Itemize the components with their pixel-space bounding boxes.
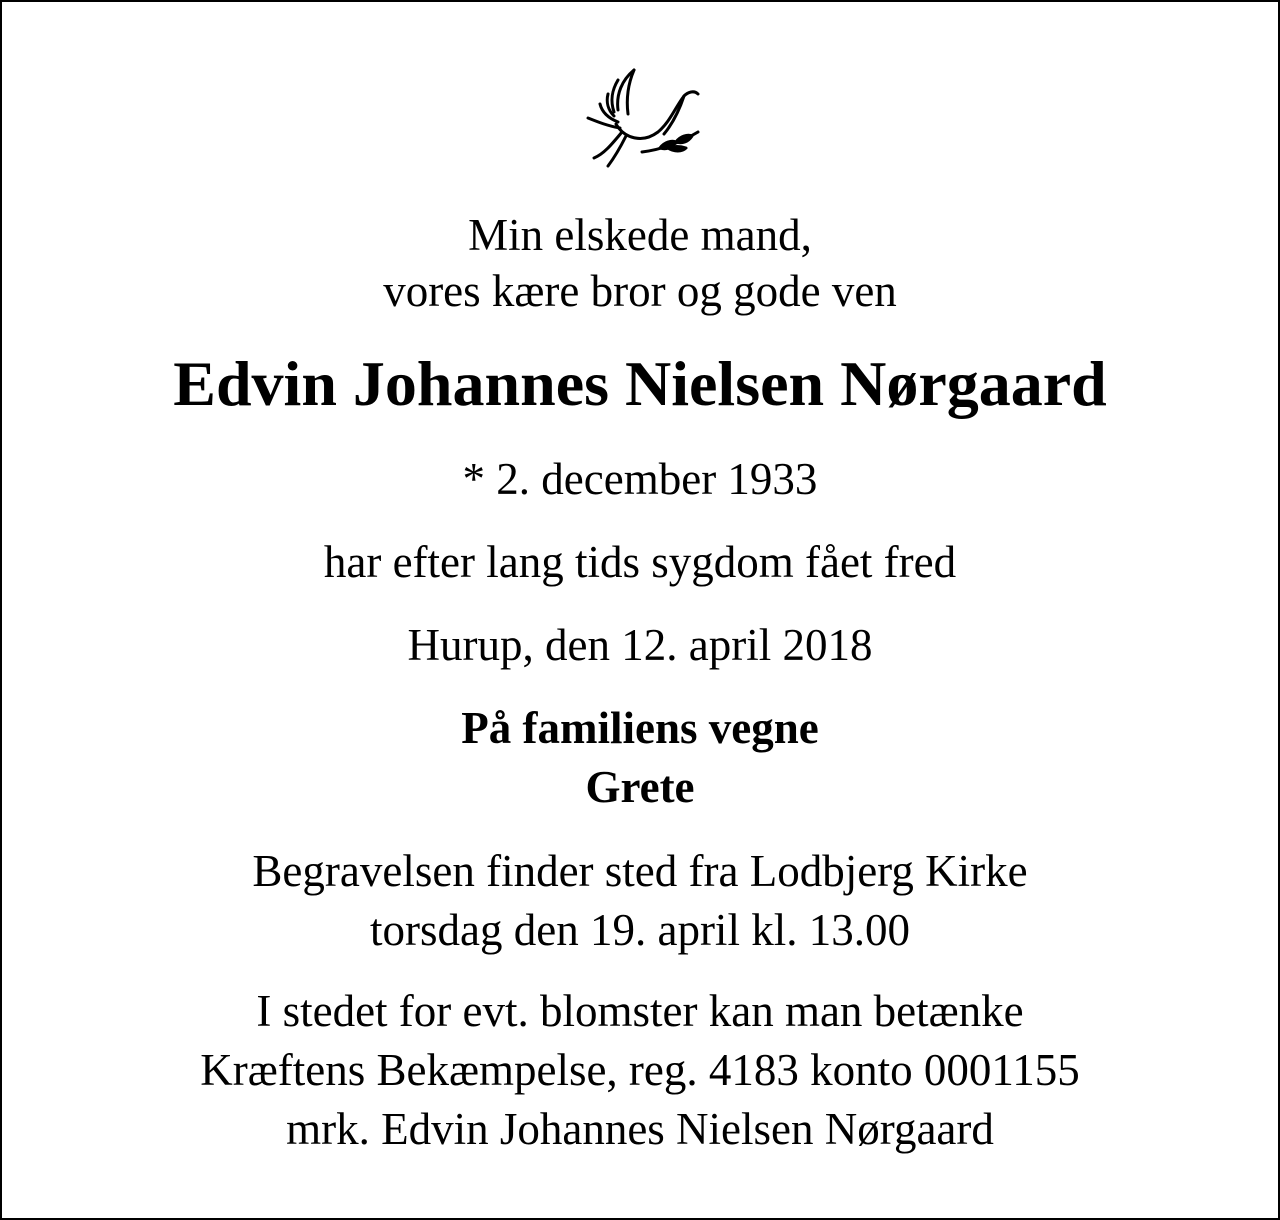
donation-line-1: I stedet for evt. blomster kan man betænke: [256, 986, 1024, 1036]
donation-line-2: Kræftens Bekæmpelse, reg. 4183 konto 0001155: [200, 1045, 1080, 1095]
deceased-name: Edvin Johannes Nielsen Nørgaard: [173, 348, 1107, 419]
dove-with-olive-branch-icon: [578, 62, 706, 174]
birth-date: * 2. december 1933: [462, 454, 818, 504]
intro-line-1: Min elskede mand,: [468, 210, 812, 260]
funeral-line-2: torsdag den 19. april kl. 13.00: [370, 905, 910, 955]
message-line: har efter lang tids sygdom fået fred: [323, 537, 957, 587]
intro-line-2: vores kære bror og gode ven: [383, 266, 897, 316]
place-and-date: Hurup, den 12. april 2018: [407, 620, 873, 670]
donation-line-3: mrk. Edvin Johannes Nielsen Nørgaard: [286, 1104, 994, 1154]
funeral-line-1: Begravelsen finder sted fra Lodbjerg Kirke: [252, 846, 1028, 896]
signature-line-1: På familiens vegne: [461, 703, 819, 753]
signature-line-2: Grete: [585, 762, 695, 812]
